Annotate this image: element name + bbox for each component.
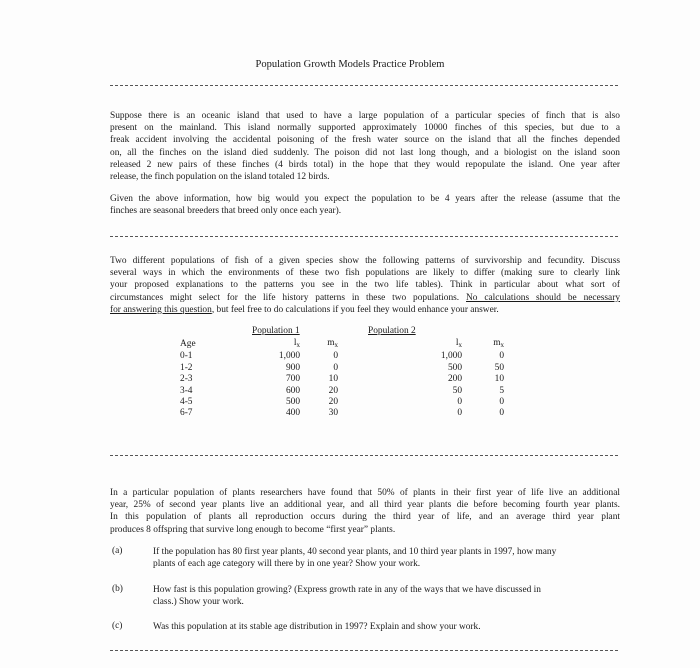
text-line: on, all the finches on the island died suddenly. The poison did not last long though, and a biologist on the island soon: [110, 147, 620, 158]
text-line: Given the above information, how big would you expect the population to be 4 years after the release (assume that the: [110, 194, 620, 204]
divider: [110, 85, 618, 86]
divider: [110, 236, 618, 237]
lx-symbol: l: [293, 338, 297, 348]
question-label: (c): [112, 621, 123, 631]
mx1-cell: 20: [328, 385, 338, 396]
table-row: [180, 408, 504, 419]
mx1-cell: 30: [328, 408, 338, 419]
text-line: Was this population at its stable age distribution in 1997? Explain and show your work.: [153, 622, 481, 632]
lx2-cell: 200: [447, 374, 462, 385]
lx-subscript: x: [458, 341, 462, 349]
age-cell: 0-1: [180, 351, 193, 362]
question-text: [153, 621, 619, 633]
mx-symbol: m: [493, 338, 501, 348]
mx1-cell: 0: [333, 362, 338, 373]
question-text: [153, 546, 619, 570]
population-2-header: Population 2: [368, 326, 416, 336]
table-row: [180, 397, 504, 408]
page-title: Population Growth Models Practice Problem: [255, 59, 445, 70]
question-label: (a): [112, 546, 123, 556]
mx2-cell: 0: [499, 408, 504, 419]
lx1-cell: 900: [285, 362, 300, 373]
lx2-cell: 0: [457, 397, 462, 408]
text-line: Two different populations of fish of a given species show the following patterns of survivorship and fecundity. Discuss: [110, 256, 620, 266]
text-line: In a particular population of plants researchers have found that 50% of plants in their first year of life live an additional: [110, 488, 620, 498]
mx-header: [300, 326, 338, 351]
lx2-cell: 50: [452, 385, 462, 396]
age-cell: 6-7: [180, 408, 193, 419]
age-cell: 3-4: [180, 385, 193, 396]
text-line: freak accident involving the accidental poisoning of the fresh water source on the island that all the finches depended: [110, 135, 620, 146]
mx-header: [462, 326, 504, 351]
mx2-cell: 0: [499, 397, 504, 408]
lx1-cell: 400: [285, 408, 300, 419]
problem3-text: [110, 487, 620, 536]
text-line: year, 25% of second year plants live an additional year, and all third year plants die before becoming fourth year plants.: [110, 500, 620, 511]
text-line: Suppose there is an oceanic island that used to have a large population of a particular species of finch that is also: [110, 111, 620, 121]
problem1-question: [110, 193, 620, 217]
text-line: present on the mainland. This island normally supported approximately 10000 finches of this species, but due to a: [110, 123, 620, 134]
mx2-cell: 5: [499, 385, 504, 396]
text-line: [110, 304, 620, 316]
table-header-row: [180, 326, 504, 351]
divider: [110, 455, 618, 456]
divider: [110, 650, 618, 651]
age-cell: 4-5: [180, 397, 193, 408]
lx-symbol: l: [455, 338, 459, 348]
mx1-cell: 10: [328, 374, 338, 385]
lx-header: [242, 326, 300, 351]
lx2-cell: 0: [457, 408, 462, 419]
life-table: [180, 326, 504, 420]
text-line: released 2 new pairs of these finches (4 birds total) in the hope that they would repopulate the island. One year after: [110, 159, 620, 170]
text-line: produces 8 offspring that survive long enough to become “first year” plants.: [110, 524, 396, 535]
table-row: [180, 351, 504, 362]
table-row: [180, 374, 504, 385]
lx1-cell: 1,000: [278, 351, 300, 362]
mx-subscript: x: [334, 341, 338, 349]
text-line: plants of each age category will there by in one year? Show your work.: [153, 559, 421, 570]
text-line: class.) Show your work.: [153, 597, 244, 608]
lx1-cell: 600: [285, 385, 300, 396]
question-text: [153, 584, 619, 608]
lx1-cell: 500: [285, 397, 300, 408]
text-line: your proposed explanations to the patterns you see in the two life tables). Think in particular about what sort of: [110, 280, 620, 291]
table-row: [180, 386, 504, 397]
text-line: How fast is this population growing? (Express growth rate in any of the ways that we have discussed in: [153, 585, 541, 595]
mx-symbol: m: [327, 338, 335, 348]
question-label: (b): [112, 584, 123, 594]
underlined-text: No calculations should be necessary: [466, 292, 621, 303]
underlined-text: for answering this question: [110, 304, 212, 315]
mx1-cell: 0: [333, 351, 338, 362]
text-line: In this population of plants all reproduction occurs during the third year of life, and an average third year plant: [110, 512, 620, 523]
problem2-text: [110, 255, 620, 316]
mx2-cell: 0: [499, 351, 504, 362]
mx1-cell: 20: [328, 397, 338, 408]
text-line: finches are seasonal breeders that breed only once each year).: [110, 206, 342, 217]
text-line: [110, 292, 620, 304]
mx2-cell: 10: [494, 374, 504, 385]
age-cell: 1-2: [180, 362, 193, 373]
lx-header: [410, 326, 462, 351]
age-cell: 2-3: [180, 374, 193, 385]
problem1-text: [110, 110, 620, 183]
population-1-header: Population 1: [252, 326, 300, 336]
text-line: several ways in which the environments of these two fish populations are likely to differ (making sure to clearly link: [110, 268, 620, 279]
table-row: [180, 363, 504, 374]
text-line: If the population has 80 first year plants, 40 second year plants, and 10 third year plants in 1997, how many: [153, 547, 557, 557]
text-fragment: circumstances might select for the life history patterns in these two populations.: [110, 292, 460, 303]
lx2-cell: 1,000: [440, 351, 462, 362]
lx1-cell: 700: [285, 374, 300, 385]
age-header: Age: [180, 339, 196, 349]
text-fragment: , but feel free to do calculations if you feel they would enhance your answer.: [211, 304, 499, 315]
lx2-cell: 500: [447, 362, 462, 373]
text-line: release, the finch population on the island totaled 12 birds.: [110, 172, 330, 183]
lx-subscript: x: [296, 341, 300, 349]
mx2-cell: 50: [494, 362, 504, 373]
mx-subscript: x: [500, 341, 504, 349]
